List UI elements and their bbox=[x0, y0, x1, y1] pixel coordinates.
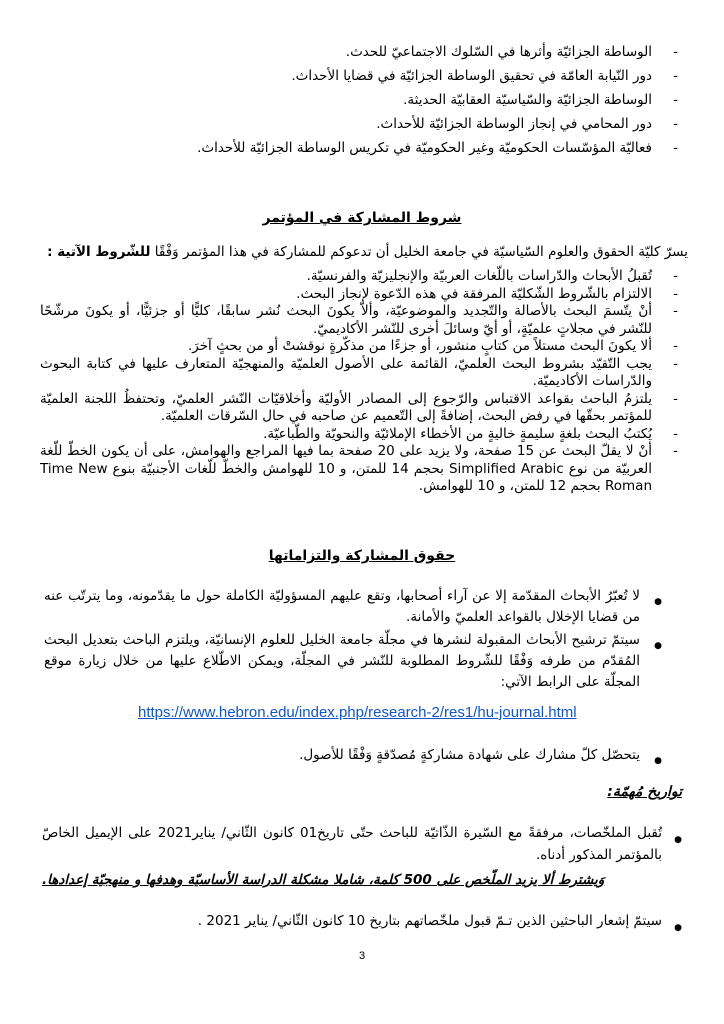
conditions-intro-bold: للشّروط الآتية : bbox=[47, 244, 151, 260]
page-number: 3 bbox=[358, 950, 366, 962]
list-item: ● تُقبل الملخّصات، مرفقةً مع السّيرة الذّاتيّة للباحث حتّى تاريخ01 كانون الثّاني/ يناير2021 على الإيميل الخاصّ بالمؤتمر المذكور أدناه. bbox=[42, 822, 662, 866]
topics-list bbox=[82, 40, 652, 160]
list-item: - دور المحامي في إنجاز الوساطة الجزائيّة للأحداث. bbox=[82, 112, 652, 136]
rights-list bbox=[44, 586, 640, 695]
list-item: - فعاليّة المؤسّسات الحكوميّة وغير الحكوميّة في تكريس الوساطة الجزائيّة للأحداث. bbox=[82, 136, 652, 160]
list-item: - الوساطة الجزائيّة وأثرها في السّلوك الاجتماعيّ للحدث. bbox=[82, 40, 652, 64]
list-item: - تُقبلُ الأبحاث والدّراسات باللّغات العربيّة والإنجليزيّة والفرنسيّة. bbox=[40, 268, 652, 286]
list-item: - الالتزام بالشّروط الشّكليّة المرفقة في هذه الدّعوة لإنجاز البحث. bbox=[40, 286, 652, 304]
journal-link[interactable]: https://www.hebron.edu/index.php/research-2/res1/hu-journal.html bbox=[138, 704, 577, 721]
rights-heading: حقوق المشاركة والتزاماتها bbox=[268, 548, 456, 564]
list-item: - يلتزمُ الباحث بقواعد الاقتباس والرّجوع إلى المصادر الأوليّة وأخلاقيّات النّشر العلميّ، وتحتفظُ اللجنة العلميّة للمؤتمر بحقّها في رفض البحث، إضافةً إلى التّعميم عن صاحبه في حال السّرقات العلميّة. bbox=[40, 391, 652, 426]
list-item: - ألا يكونَ البحث مستلاً من كتابٍ منشور، أو جزءًا من مذكّرةٍ نوقشتْ أو من بحثٍ آخرَ. bbox=[40, 338, 652, 356]
list-item: - الوساطة الجزائيّة والسّياسيّة العقابيّة الحديثة. bbox=[82, 88, 652, 112]
list-item: - دور النّيابة العامّة في تحقيق الوساطة الجزائيّة في قضايا الأحداث. bbox=[82, 64, 652, 88]
list-item: ● سيتمّ ترشيح الأبحاث المقبولة لنشرها في مجلّة جامعة الخليل للعلوم الإنسانيّة، ويلتزم الباحث بتعديل البحث المُقدّم من طرفه وَفْقًا للشّروط المطلوبة للنّشر في المجلّة، ويمكن الاطّلاع عليها من خلال زيارة موقع المجلّة على الرابط الآتي: bbox=[44, 630, 640, 693]
list-item: ● سيتمّ إشعار الباحثين الذين تـمّ قبول ملخّصاتهم بتاريخ 10 كانون الثّاني/ يناير 2021 . bbox=[42, 910, 662, 932]
list-item: - يُكتبُ البحث بلغةٍ سليمةٍ خاليةٍ من الأخطاء الإملائيّة والنحويّة والطّباعيّة. bbox=[40, 426, 652, 444]
list-item: - يجب التّقيّد بشروط البحث العلميّ، القائمة على الأصول العلميّة والمنهجيّة المتعارف عليها في كتابة البحوث والدّراسات الأكاديميّة. bbox=[40, 356, 652, 391]
list-item: ● يتحصّل كلّ مشارك على شهادة مشاركةٍ مُصدّقةٍ وَفْقًا للأصول. bbox=[44, 745, 640, 766]
list-item: - أنْ يتّسمَ البحث بالأصالة والتّجديد والموضوعيّة، وألاّ يكونَ البحث نُشر سابقًا، كليًّا أو جزئيًّا، أو يكونَ مرشّحًا للنّشر في مجلاتٍ علميّةٍ، أو أيّ وسائلَ أخرى للنّشر الأكاديميّ. bbox=[40, 303, 652, 338]
conditions-list bbox=[40, 268, 652, 496]
abstract-length-note: وَيشترط ألا يزيد الملّخص على 500 كلمة، شاملا مشكلة الدراسة الأساسيّة وهدفها و منهجيّة إعدادها. bbox=[42, 872, 605, 888]
dates-list bbox=[42, 822, 662, 866]
list-item: ● لا تُعبّرُ الأبحاث المقدّمة إلا عن آراء أصحابها، وتقع عليهم المسؤوليّة الكاملة حول ما يقدّمونه، وما يترتّب عنه من قضايا الإخلال بالقواعد العلميّ والأمانة. bbox=[44, 586, 640, 628]
conditions-heading: شروط المشاركة في المؤتمر bbox=[262, 210, 462, 226]
list-item: - أنْ لا يقلّ البحث عن 15 صفحة، ولا يزيد على 20 صفحة بما فيها المراجع والهوامش، على أن يكون الخطّ للّغة العربيّة من نوع Simplified Arabic بحجم 14 للمتن، و 10 للهوامش والخطّ للّغات الأجنبيّة بنوع Time New Roman بحجم 12 للمتن، و 10 للهوامش. bbox=[40, 443, 652, 496]
conditions-intro bbox=[38, 242, 688, 262]
dates-heading: تواريخ مُهمّة: bbox=[607, 784, 682, 800]
conditions-intro-text: يسرّ كليّة الحقوق والعلوم السّياسيّة في جامعة الخليل أن تدعوكم للمشاركة في هذا المؤتمر وَفْقًا bbox=[154, 244, 688, 260]
certificate-list bbox=[44, 745, 640, 766]
notification-list bbox=[42, 910, 662, 932]
